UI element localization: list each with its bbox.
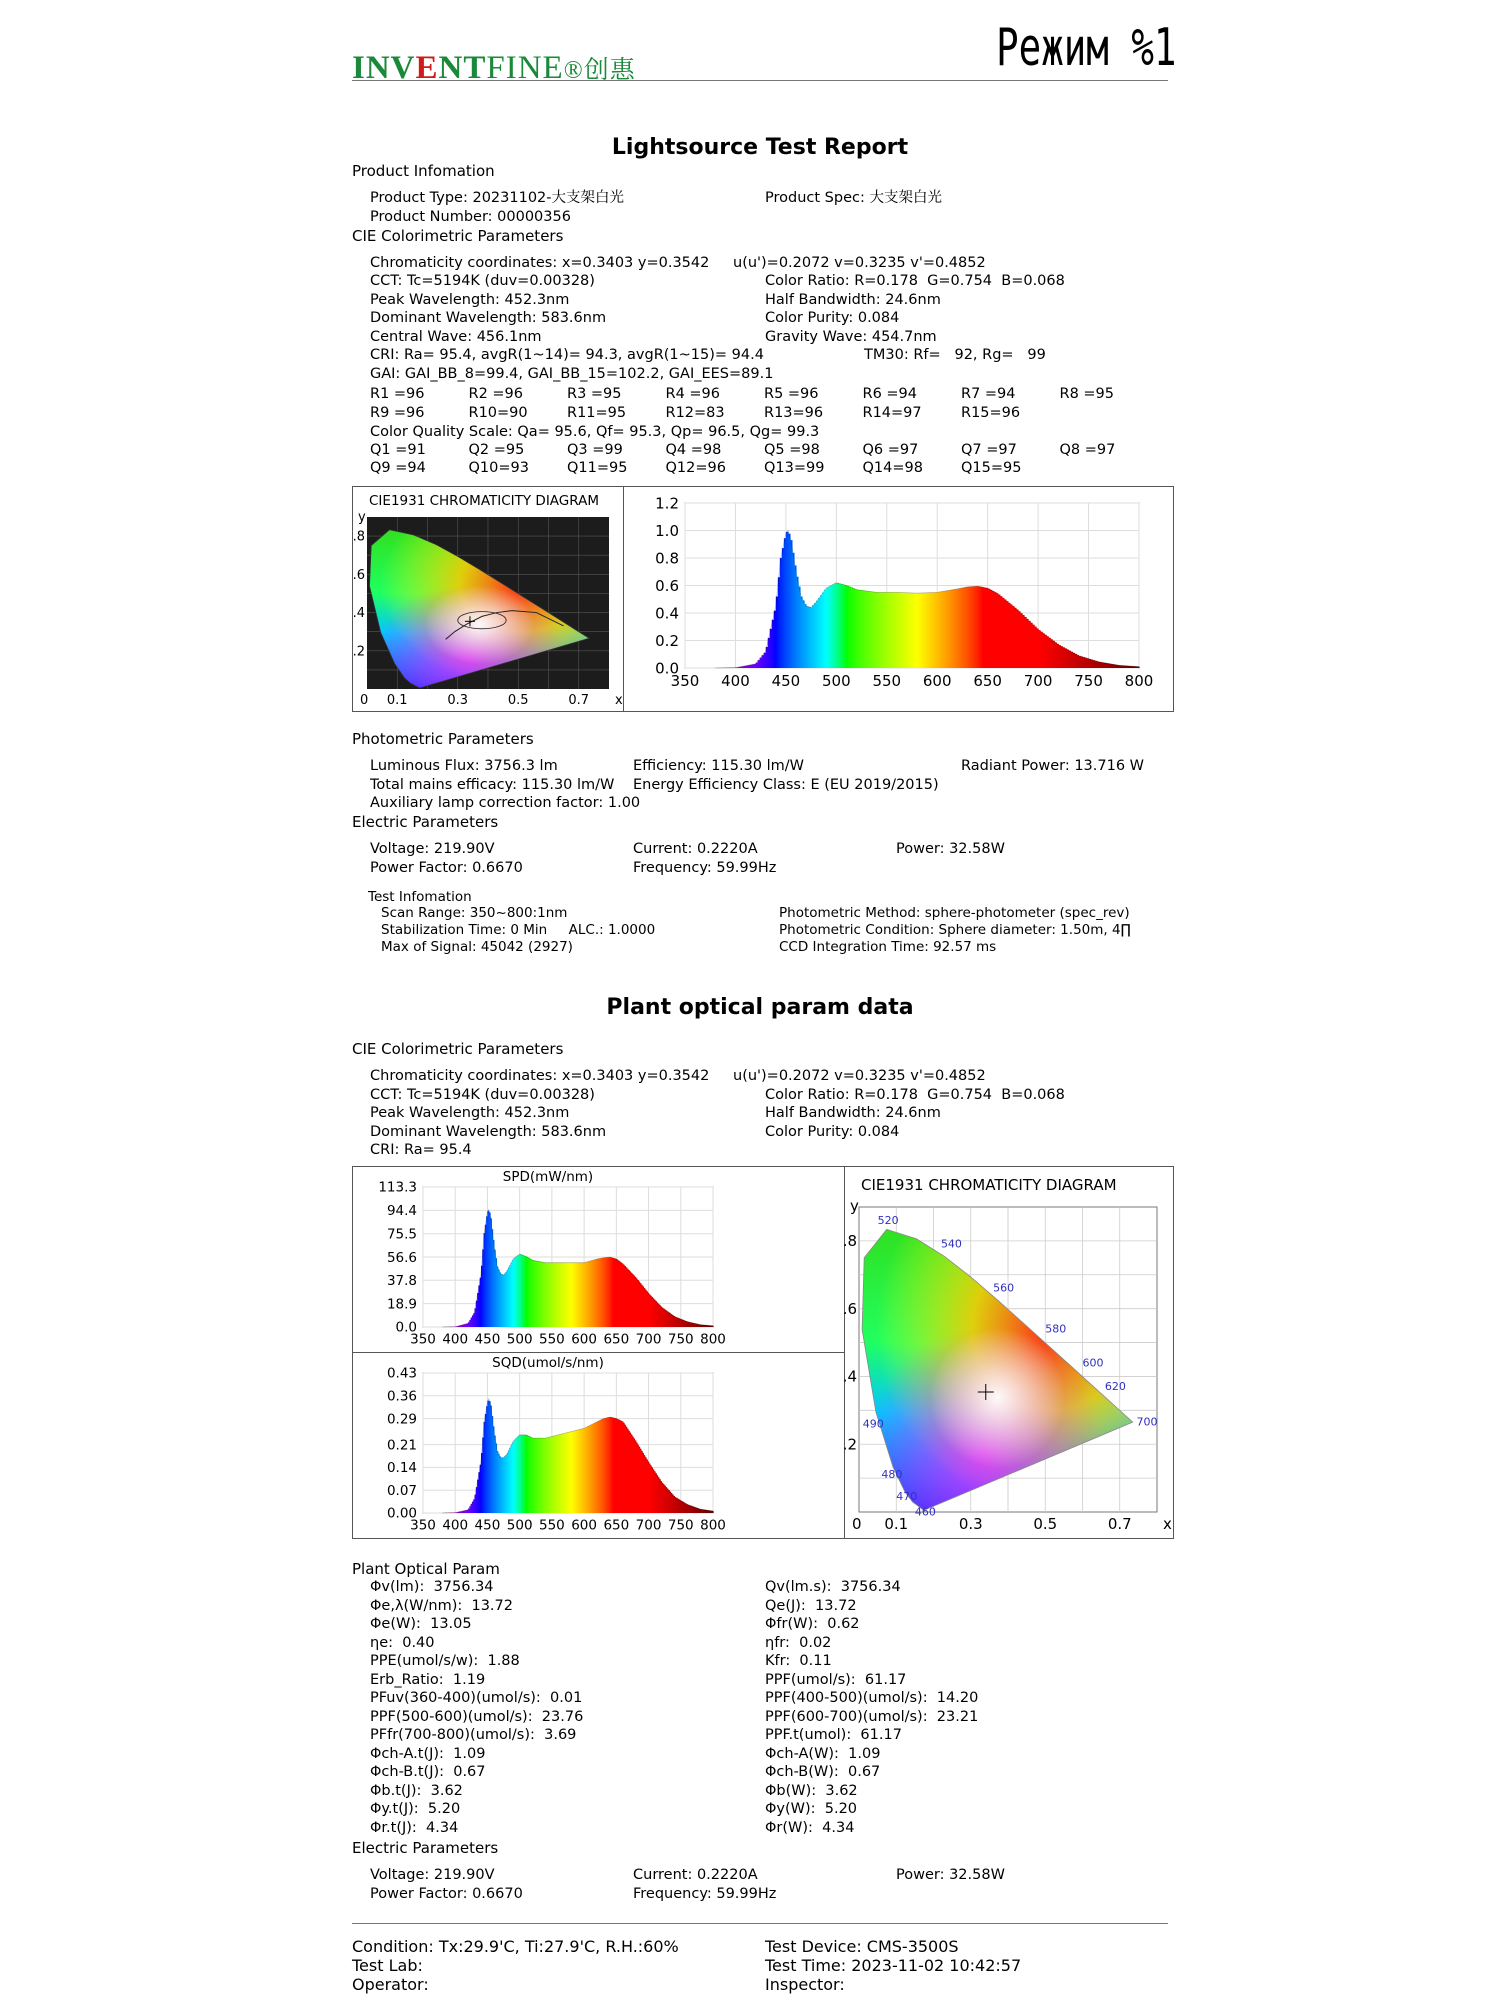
x-axis-label: x bbox=[615, 693, 623, 708]
value-cell: R13=96 bbox=[764, 405, 824, 421]
plant-frequency: Frequency: 59.99Hz bbox=[633, 1886, 777, 1902]
q-values-row-1 bbox=[370, 442, 1170, 461]
y-tick-label: .8 bbox=[352, 529, 365, 545]
cie-diagram-small bbox=[353, 487, 623, 711]
x-tick-label: 650 bbox=[603, 1331, 630, 1348]
plant-param-item: PPE(umol/s/w): 1.88 bbox=[370, 1653, 520, 1669]
plant-param-item: Qv(lm.s): 3756.34 bbox=[765, 1579, 901, 1595]
value-cell: R8 =95 bbox=[1059, 386, 1115, 402]
y-tick-label: 1.0 bbox=[655, 521, 679, 540]
max-signal: Max of Signal: 45042 (2927) bbox=[381, 939, 573, 955]
x-tick-label: 0.1 bbox=[884, 1515, 909, 1533]
product-number: Product Number: 00000356 bbox=[370, 209, 571, 225]
y-tick-label: 0.29 bbox=[386, 1411, 417, 1428]
y-tick-label: 37.8 bbox=[386, 1273, 417, 1290]
y-axis-label: y bbox=[850, 1197, 859, 1215]
y-tick-label: .4 bbox=[352, 606, 365, 622]
plant-param-item: Φe,λ(W/nm): 13.72 bbox=[370, 1597, 513, 1614]
x-tick-label: 500 bbox=[506, 1517, 533, 1534]
x-tick-label: 350 bbox=[410, 1331, 436, 1348]
x-tick-label: 550 bbox=[872, 672, 902, 690]
color-purity: Color Purity: 0.084 bbox=[765, 310, 900, 326]
value-cell: Q11=95 bbox=[567, 460, 628, 476]
y-tick-label: 113.3 bbox=[378, 1179, 417, 1196]
company-logo: INVENTFINE®创惠 bbox=[352, 50, 636, 86]
x-tick-label: 550 bbox=[538, 1331, 565, 1348]
plant-param-item: Φe(W): 13.05 bbox=[370, 1616, 472, 1632]
spectrum-chart-panel bbox=[352, 486, 1174, 712]
plant-param-item: Φb.t(J): 3.62 bbox=[370, 1782, 463, 1799]
x-tick-label: 600 bbox=[571, 1331, 598, 1348]
power-factor: Power Factor: 0.6670 bbox=[370, 860, 523, 876]
uv-coordinates: u(u')=0.2072 v=0.3235 v'=0.4852 bbox=[733, 255, 986, 271]
aux-factor: Auxiliary lamp correction factor: 1.00 bbox=[370, 795, 641, 811]
r-values-row-1 bbox=[370, 386, 1170, 405]
wavelength-label: 520 bbox=[877, 1213, 899, 1227]
spd-chart bbox=[353, 1167, 844, 1352]
stabilization-time: Stabilization Time: 0 Min ALC.: 1.0000 bbox=[381, 922, 656, 938]
tm30: TM30: Rf= 92, Rg= 99 bbox=[864, 347, 1046, 363]
r-values-row-2 bbox=[370, 405, 1170, 424]
x-tick-label: 550 bbox=[538, 1517, 565, 1534]
x-tick-label: 750 bbox=[667, 1517, 694, 1534]
plant-param-item: Φch-B(W): 0.67 bbox=[765, 1764, 881, 1780]
plant-param-item: Φch-A(W): 1.09 bbox=[765, 1745, 881, 1762]
cie-diagram-large bbox=[842, 1167, 1173, 1538]
wavelength-label: 480 bbox=[881, 1468, 903, 1482]
plant-electric-heading: Electric Parameters bbox=[352, 1839, 499, 1857]
value-cell: Q14=98 bbox=[862, 460, 923, 476]
gravity-wave: Gravity Wave: 454.7nm bbox=[765, 329, 937, 345]
plant-param-item: PFfr(700-800)(umol/s): 3.69 bbox=[370, 1727, 577, 1743]
q-values-row-2 bbox=[370, 460, 1170, 479]
value-cell: R10=90 bbox=[468, 405, 528, 421]
energy-class: Energy Efficiency Class: E (EU 2019/2015) bbox=[633, 777, 939, 793]
x-tick-label: 500 bbox=[506, 1331, 533, 1348]
x-tick-label: 0 bbox=[360, 693, 369, 708]
wavelength-label: 540 bbox=[940, 1237, 962, 1251]
footer-divider bbox=[352, 1923, 1168, 1924]
plant-param-item: Φfr(W): 0.62 bbox=[765, 1616, 860, 1632]
y-tick-label: .8 bbox=[842, 1232, 857, 1251]
footer-condition: Condition: Tx:29.9'C, Ti:27.9'C, R.H.:60% bbox=[352, 1937, 679, 1956]
luminous-flux: Luminous Flux: 3756.3 lm bbox=[370, 758, 558, 774]
chart-title: SQD(umol/s/nm) bbox=[492, 1355, 604, 1371]
value-cell: Q9 =94 bbox=[370, 460, 426, 476]
mains-efficacy: Total mains efficacy: 115.30 lm/W bbox=[370, 777, 615, 793]
value-cell: R9 =96 bbox=[370, 405, 425, 421]
plant-param-item: PPF(400-500)(umol/s): 14.20 bbox=[765, 1690, 979, 1706]
x-tick-label: 0 bbox=[852, 1515, 862, 1533]
plant-params-right bbox=[765, 1578, 1155, 1837]
plant-cie-heading: CIE Colorimetric Parameters bbox=[352, 1040, 564, 1058]
value-cell: Q15=95 bbox=[961, 460, 1022, 476]
x-tick-label: 700 bbox=[635, 1331, 662, 1348]
x-tick-label: 450 bbox=[474, 1331, 501, 1348]
value-cell: R6 =94 bbox=[862, 386, 918, 402]
plant-param-item: Φy.t(J): 5.20 bbox=[370, 1801, 461, 1817]
value-cell: R14=97 bbox=[862, 405, 922, 421]
value-cell: R7 =94 bbox=[961, 386, 1016, 402]
wavelength-label: 620 bbox=[1104, 1380, 1126, 1393]
y-tick-label: 0.2 bbox=[655, 631, 679, 650]
value-cell: Q3 =99 bbox=[567, 442, 623, 458]
plant-cri: CRI: Ra= 95.4 bbox=[370, 1142, 472, 1158]
voltage: Voltage: 219.90V bbox=[370, 841, 495, 857]
plant-peak: Peak Wavelength: 452.3nm bbox=[370, 1105, 570, 1121]
y-tick-label: 0.07 bbox=[386, 1482, 417, 1499]
y-tick-label: .6 bbox=[352, 567, 365, 583]
value-cell: R15=96 bbox=[961, 405, 1021, 421]
footer-time: Test Time: 2023-11-02 10:42:57 bbox=[765, 1956, 1022, 1975]
chart-title: CIE1931 CHROMATICITY DIAGRAM bbox=[369, 493, 599, 509]
plant-param-item: Φr(W): 4.34 bbox=[765, 1819, 855, 1836]
x-tick-label: 800 bbox=[1124, 672, 1154, 690]
value-cell: Q1 =91 bbox=[370, 442, 426, 458]
report-title: Lightsource Test Report bbox=[611, 135, 909, 160]
sqd-chart bbox=[353, 1353, 844, 1538]
dominant-wavelength: Dominant Wavelength: 583.6nm bbox=[370, 310, 607, 326]
plant-param-item: Φv(lm): 3756.34 bbox=[370, 1579, 494, 1595]
plant-param-item: PPF.t(umol): 61.17 bbox=[765, 1727, 902, 1743]
value-cell: Q10=93 bbox=[468, 460, 529, 476]
y-tick-label: 0.6 bbox=[655, 576, 679, 595]
plant-half-bw: Half Bandwidth: 24.6nm bbox=[765, 1105, 941, 1121]
x-tick-label: 0.1 bbox=[386, 693, 408, 708]
y-tick-label: 0.21 bbox=[386, 1437, 417, 1454]
y-tick-label: 56.6 bbox=[386, 1249, 417, 1266]
x-tick-label: 400 bbox=[721, 672, 750, 690]
plant-cct: CCT: Tc=5194K (duv=0.00328) bbox=[370, 1087, 595, 1103]
value-cell: Q7 =97 bbox=[961, 442, 1017, 458]
plant-params-left bbox=[370, 1578, 760, 1837]
wavelength-label: 470 bbox=[896, 1490, 918, 1504]
plant-param-item: Kfr: 0.11 bbox=[765, 1653, 832, 1669]
value-cell: Q8 =97 bbox=[1059, 442, 1116, 458]
current: Current: 0.2220A bbox=[633, 841, 758, 857]
x-tick-label: 600 bbox=[922, 672, 952, 690]
product-spec: Product Spec: 大支架白光 bbox=[765, 190, 942, 206]
x-tick-label: 350 bbox=[670, 672, 700, 690]
chart-title: SPD(mW/nm) bbox=[502, 1169, 594, 1185]
footer-device: Test Device: CMS-3500S bbox=[765, 1937, 959, 1956]
wavelength-label: 600 bbox=[1082, 1356, 1104, 1370]
value-cell: Q5 =98 bbox=[764, 442, 820, 458]
value-cell: R11=95 bbox=[567, 405, 627, 421]
x-tick-label: 450 bbox=[474, 1517, 501, 1534]
x-tick-label: 350 bbox=[410, 1517, 436, 1534]
value-cell: R4 =96 bbox=[665, 386, 721, 402]
x-tick-label: 800 bbox=[700, 1517, 726, 1534]
y-tick-label: 0.0 bbox=[655, 659, 679, 678]
footer-lab: Test Lab: bbox=[352, 1956, 423, 1975]
plant-param-item: PPF(umol/s): 61.17 bbox=[765, 1671, 907, 1688]
value-cell: Q12=96 bbox=[665, 460, 726, 476]
plant-param-item: Φb(W): 3.62 bbox=[765, 1782, 858, 1799]
photometric-condition: Photometric Condition: Sphere diameter: 1.50m, 4∏ bbox=[779, 922, 1131, 938]
x-tick-label: 0.5 bbox=[1033, 1515, 1058, 1533]
wavelength-label: 700 bbox=[1136, 1415, 1158, 1429]
y-tick-label: 75.5 bbox=[386, 1226, 417, 1243]
color-quality-scale: Color Quality Scale: Qa= 95.6, Qf= 95.3, Qp= 96.5, Qg= 99.3 bbox=[370, 424, 820, 440]
efficiency: Efficiency: 115.30 lm/W bbox=[633, 758, 805, 774]
plant-color-ratio: Color Ratio: R=0.178 G=0.754 B=0.068 bbox=[765, 1087, 1065, 1103]
plant-power: Power: 32.58W bbox=[896, 1867, 1005, 1883]
plant-current: Current: 0.2220A bbox=[633, 1867, 758, 1883]
wavelength-label: 460 bbox=[914, 1505, 936, 1519]
plant-voltage: Voltage: 219.90V bbox=[370, 1867, 495, 1883]
plant-power-factor: Power Factor: 0.6670 bbox=[370, 1886, 523, 1902]
plant-param-item: PPF(600-700)(umol/s): 23.21 bbox=[765, 1708, 979, 1725]
half-bandwidth: Half Bandwidth: 24.6nm bbox=[765, 292, 941, 308]
x-tick-label: 400 bbox=[442, 1517, 469, 1534]
frequency: Frequency: 59.99Hz bbox=[633, 860, 777, 876]
ccd-time: CCD Integration Time: 92.57 ms bbox=[779, 939, 997, 955]
plant-param-heading: Plant Optical Param bbox=[352, 1560, 500, 1578]
value-cell: R2 =96 bbox=[468, 386, 524, 402]
x-tick-label: 650 bbox=[603, 1517, 630, 1534]
x-tick-label: 400 bbox=[442, 1331, 469, 1348]
plant-uv: u(u')=0.2072 v=0.3235 v'=0.4852 bbox=[733, 1068, 986, 1084]
radiant-power: Radiant Power: 13.716 W bbox=[961, 758, 1145, 774]
value-cell: R12=83 bbox=[665, 405, 725, 421]
wavelength-label: 580 bbox=[1045, 1322, 1067, 1336]
y-tick-label: .4 bbox=[842, 1367, 857, 1386]
plant-purity: Color Purity: 0.084 bbox=[765, 1124, 900, 1140]
header-divider bbox=[352, 80, 1168, 81]
plant-param-item: Φy(W): 5.20 bbox=[765, 1801, 858, 1817]
sqd-chart-panel bbox=[352, 1352, 845, 1539]
color-ratio: Color Ratio: R=0.178 G=0.754 B=0.068 bbox=[765, 273, 1065, 289]
cie-heading: CIE Colorimetric Parameters bbox=[352, 227, 564, 245]
x-tick-label: 450 bbox=[771, 672, 801, 690]
y-tick-label: 18.9 bbox=[386, 1296, 417, 1313]
cie-large-panel bbox=[844, 1166, 1174, 1539]
x-tick-label: 700 bbox=[635, 1517, 662, 1534]
value-cell: Q2 =95 bbox=[468, 442, 525, 458]
plant-param-item: Φch-A.t(J): 1.09 bbox=[370, 1745, 486, 1762]
x-tick-label: 600 bbox=[571, 1517, 598, 1534]
y-tick-label: 0.0 bbox=[395, 1319, 417, 1336]
wavelength-label: 490 bbox=[862, 1417, 884, 1431]
gai: GAI: GAI_BB_8=99.4, GAI_BB_15=102.2, GAI_EES=89.1 bbox=[370, 366, 774, 382]
y-tick-label: 0.14 bbox=[386, 1460, 417, 1477]
y-axis-label: y bbox=[358, 510, 366, 525]
plant-title: Plant optical param data bbox=[606, 995, 914, 1020]
cri: CRI: Ra= 95.4, avgR(1~14)= 94.3, avgR(1~15)= 94.4 bbox=[370, 347, 764, 363]
value-cell: R5 =96 bbox=[764, 386, 819, 402]
plant-param-item: Qe(J): 13.72 bbox=[765, 1597, 857, 1614]
y-tick-label: 0.4 bbox=[655, 604, 679, 623]
photometric-method: Photometric Method: sphere-photometer (spec_rev) bbox=[779, 905, 1130, 921]
value-cell: Q6 =97 bbox=[862, 442, 919, 458]
y-tick-label: 0.36 bbox=[386, 1388, 417, 1405]
chromaticity: Chromaticity coordinates: x=0.3403 y=0.3542 bbox=[370, 255, 710, 271]
plant-param-item: Φr.t(J): 4.34 bbox=[370, 1819, 459, 1836]
plant-param-item: PPF(500-600)(umol/s): 23.76 bbox=[370, 1708, 584, 1725]
value-cell: R1 =96 bbox=[370, 386, 425, 402]
y-tick-label: .2 bbox=[352, 644, 365, 660]
x-tick-label: 700 bbox=[1023, 672, 1053, 690]
y-tick-label: 94.4 bbox=[386, 1203, 417, 1220]
y-tick-label: 0.43 bbox=[386, 1365, 417, 1382]
x-tick-label: 500 bbox=[822, 672, 851, 690]
y-tick-label: 1.2 bbox=[655, 494, 679, 513]
electric-heading: Electric Parameters bbox=[352, 813, 499, 831]
x-axis-label: x bbox=[1163, 1515, 1172, 1533]
x-tick-label: 650 bbox=[973, 672, 1002, 690]
y-tick-label: 0.00 bbox=[386, 1505, 417, 1522]
value-cell: Q4 =98 bbox=[665, 442, 722, 458]
scan-range: Scan Range: 350~800:1nm bbox=[381, 905, 568, 921]
product-heading: Product Infomation bbox=[352, 162, 495, 180]
plant-param-item: ηfr: 0.02 bbox=[765, 1634, 832, 1651]
x-tick-label: 0.7 bbox=[1107, 1515, 1132, 1533]
footer-operator: Operator: bbox=[352, 1975, 429, 1994]
central-wave: Central Wave: 456.1nm bbox=[370, 329, 542, 345]
plant-param-item: ηe: 0.40 bbox=[370, 1634, 435, 1651]
cct: CCT: Tc=5194K (duv=0.00328) bbox=[370, 273, 595, 289]
value-cell: Q13=99 bbox=[764, 460, 825, 476]
y-tick-label: .6 bbox=[842, 1299, 857, 1318]
test-info-heading: Test Infomation bbox=[368, 889, 472, 905]
plant-param-item: Erb_Ratio: 1.19 bbox=[370, 1671, 486, 1688]
power: Power: 32.58W bbox=[896, 841, 1005, 857]
value-cell: R3 =95 bbox=[567, 386, 622, 402]
peak-wavelength: Peak Wavelength: 452.3nm bbox=[370, 292, 570, 308]
y-tick-label: .2 bbox=[842, 1435, 857, 1454]
relative-spectrum-chart bbox=[624, 487, 1173, 711]
chart-title: CIE1931 CHROMATICITY DIAGRAM bbox=[861, 1176, 1117, 1194]
x-tick-label: 0.3 bbox=[958, 1515, 983, 1533]
spd-chart-panel bbox=[352, 1166, 845, 1353]
plant-dominant: Dominant Wavelength: 583.6nm bbox=[370, 1124, 607, 1140]
product-type: Product Type: 20231102-大支架白光 bbox=[370, 190, 624, 206]
footer-inspector: Inspector: bbox=[765, 1975, 845, 1994]
plant-param-item: PFuv(360-400)(umol/s): 0.01 bbox=[370, 1690, 583, 1706]
mode-title: Режим %1 bbox=[995, 18, 1176, 78]
x-tick-label: 0.5 bbox=[507, 693, 529, 708]
x-tick-label: 0.3 bbox=[447, 693, 469, 708]
x-tick-label: 0.7 bbox=[568, 693, 590, 708]
x-tick-label: 800 bbox=[700, 1331, 726, 1348]
plant-chromaticity: Chromaticity coordinates: x=0.3403 y=0.3542 bbox=[370, 1068, 710, 1084]
photometric-heading: Photometric Parameters bbox=[352, 730, 534, 748]
x-tick-label: 750 bbox=[667, 1331, 694, 1348]
plant-param-item: Φch-B.t(J): 0.67 bbox=[370, 1764, 486, 1780]
y-tick-label: 0.8 bbox=[655, 549, 679, 568]
x-tick-label: 750 bbox=[1074, 672, 1103, 690]
wavelength-label: 560 bbox=[993, 1281, 1015, 1295]
